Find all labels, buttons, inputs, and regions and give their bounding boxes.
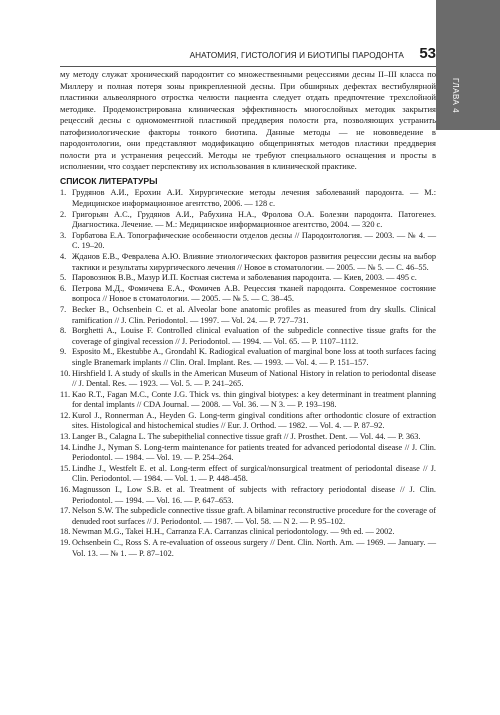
body-paragraph: му методу служат хронический пародонтит со множественными рецессиями десны II–III класса по Миллеру и полная потеря зоны прикрепленной десны. При обширных дефектах вестибулярной пластинки альвеолярного отростка челюсти пациента следует отдать предпочтение трехслойной методике. Продемонстрирована клиническая эффективность многослойных методик закрытия рецессий десны с одномоментной пластикой преддверия полости рта, позволяющих устранить патофизиологические факторы тонкого биотипа. Данные методы — не нововведение в пародонтологии, они представляют модификацию общепринятых методов пластики преддверия полости рта и устранения рецессий. Методы не требуют специального оснащения и просты в исполнении, что создает перспективу их использования в клинической практике. <box>60 69 436 172</box>
reference-number: 9. <box>60 347 67 357</box>
reference-number: 5. <box>60 273 67 283</box>
reference-number: 10. <box>60 368 71 378</box>
reference-text: Горбатова Е.А. Топографические особенности отделов десны // Пародонтология. — 2003. — № 4. — С. 19–20. <box>72 230 436 251</box>
reference-text: Esposito M., Ekestubbe A., Grondahl K. Radiogical evaluation of marginal bone loss at tooth surfaces facing single Branemark implants // Clin. Oral. Implant. Res. — 1993. — Vol. 4. — P. 151–157. <box>72 347 436 367</box>
reference-item <box>60 527 436 538</box>
reference-number: 4. <box>60 251 67 261</box>
reference-item <box>60 305 436 326</box>
reference-text: Kao R.T., Fagan M.C., Conte J.G. Thick vs. thin gingival biotypes: a key determinant in treatment planning for dental implants // CDA Journal. — 2008. — Vol. 36. — N 3. — P. 193–198. <box>72 389 436 410</box>
chapter-tab <box>436 0 500 130</box>
reference-number: 1. <box>60 188 67 198</box>
reference-number: 6. <box>60 283 67 293</box>
reference-number: 11. <box>60 389 71 399</box>
reference-item <box>60 273 436 284</box>
references-list <box>60 188 436 559</box>
reference-text: Грудянов А.И., Ерохин А.И. Хирургические методы лечения заболеваний пародонта. — М.: Медицинское информационное агентство, 2006. — 128 с. <box>72 188 436 209</box>
reference-item <box>60 284 436 305</box>
reference-number: 19. <box>60 538 71 548</box>
reference-text: Петрова М.Д., Фомичева Е.А., Фомичев А.В. Рецессия тканей пародонта. Современное состояние вопроса // Новое в стоматологии. — 2005. — № 5. — С. 38–45. <box>72 283 436 304</box>
reference-number: 3. <box>60 230 67 240</box>
reference-number: 15. <box>60 463 71 473</box>
reference-number: 12. <box>60 410 71 420</box>
reference-item <box>60 369 436 390</box>
reference-item <box>60 326 436 347</box>
reference-item <box>60 347 436 368</box>
running-head: АНАТОМИЯ, ГИСТОЛОГИЯ И БИОТИПЫ ПАРОДОНТА <box>189 51 404 60</box>
reference-text: Langer B., Calagna L. The subepithelial connective tissue graft // J. Prosthet. Dent. — Vol. 44. — P. 363. <box>72 432 421 442</box>
reference-item <box>60 432 436 443</box>
reference-text: Hirshfield I. A study of skulls in the American Museum of National History in relation to periodontal disease // J. Dental. Res. — 1923. — Vol. 5. — P. 241–265. <box>72 368 436 389</box>
reference-text: Паровознюк В.В., Мазур И.П. Костная система и заболевания пародонта. — Киев, 2003. — 495 с. <box>72 273 417 283</box>
reference-item <box>60 390 436 411</box>
chapter-tab-label: ГЛАВА 4 <box>451 78 460 114</box>
reference-item <box>60 210 436 231</box>
reference-item <box>60 231 436 252</box>
page-content <box>60 69 436 559</box>
reference-text: Жданов Е.В., Февралева А.Ю. Влияние этиологических факторов развития рецессии десны на выбор тактики и результаты хирургического лечения // Новое в стоматологии. — 2005. — № 5. — С. 46–55. <box>72 251 436 272</box>
reference-text: Borghetti A., Louise F. Controlled clinical evaluation of the subpedicle connective tissue grafts for the coverage of gingival recession // J. Periodontol. — 1994. — Vol. 65. — P. 1107–1112. <box>72 326 436 346</box>
reference-text: Newman M.G., Takei H.H., Carranza F.A. Carranzas clinical periodontology. — 9th ed. — 2002. <box>72 527 395 537</box>
reference-number: 13. <box>60 432 71 442</box>
reference-item <box>60 252 436 273</box>
reference-item <box>60 538 436 559</box>
reference-item <box>60 443 436 464</box>
header-rule <box>60 66 436 67</box>
reference-number: 7. <box>60 304 67 314</box>
reference-item <box>60 188 436 209</box>
reference-number: 16. <box>60 485 71 495</box>
reference-number: 17. <box>60 506 71 516</box>
reference-number: 14. <box>60 442 71 452</box>
reference-text: Kurol J., Ronnerman A., Heyden G. Long-term gingival conditions after orthodontic closure of extraction sites. Histological and histochemical studies // Eur. J. Orthod. — 1982. — Vol. 4. — P. 87–92. <box>72 410 436 431</box>
reference-text: Lindhe J., Nyman S. Long-term maintenance for patients treated for advanced periodontal disease // J. Clin. Periodontol. — 1984. — Vol. 19. — P. 254–264. <box>72 442 436 463</box>
reference-text: Lindhe J., Westfelt E. et al. Long-term effect of surgical/nonsurgical treatment of periodontal disease // J. Clin. Periodontol. — 1984. — Vol. 1. — P. 448–458. <box>72 463 436 484</box>
page-header <box>60 45 436 68</box>
reference-item <box>60 464 436 485</box>
reference-item <box>60 485 436 506</box>
page-number: 53 <box>419 45 436 62</box>
reference-number: 8. <box>60 326 67 336</box>
reference-text: Nelson S.W. The subpedicle connective tissue graft. A bilaminar reconstructive procedure for the coverage of denuded root surfaces // J. Periodontol. — 1987. — Vol. 58. — N 2. — P. 95–102. <box>72 506 436 526</box>
reference-text: Григорьян А.С., Грудянов А.И., Рабухина Н.А., Фролова О.А. Болезни пародонта. Патогенез. Диагностика. Лечение. — М.: Медицинское информационное агентство, 2004. — 320 с. <box>72 209 436 230</box>
reference-number: 18. <box>60 527 71 537</box>
reference-text: Becker B., Ochsenbein C. et al. Alveolar bone anatomic profiles as measured from dry skulls. Clinical ramification // J. Clin. Periodontol. — 1997. — Vol. 24. — P. 727–731. <box>72 304 436 325</box>
reference-item <box>60 506 436 527</box>
references-title: СПИСОК ЛИТЕРАТУРЫ <box>60 175 158 186</box>
reference-number: 2. <box>60 209 67 219</box>
reference-text: Ochsenbein C., Ross S. A re-evaluation of osseous surgery // Dent. Clin. North. Am. — 1969. — January. — Vol. 13. — № 1. — P. 87–102. <box>72 538 436 558</box>
reference-text: Magnusson I., Low S.B. et al. Treatment of subjects with refractory periodontal disease // J. Clin. Periodontol. — 1994. — Vol. 16. — P. 647–653. <box>72 485 436 505</box>
reference-item <box>60 411 436 432</box>
